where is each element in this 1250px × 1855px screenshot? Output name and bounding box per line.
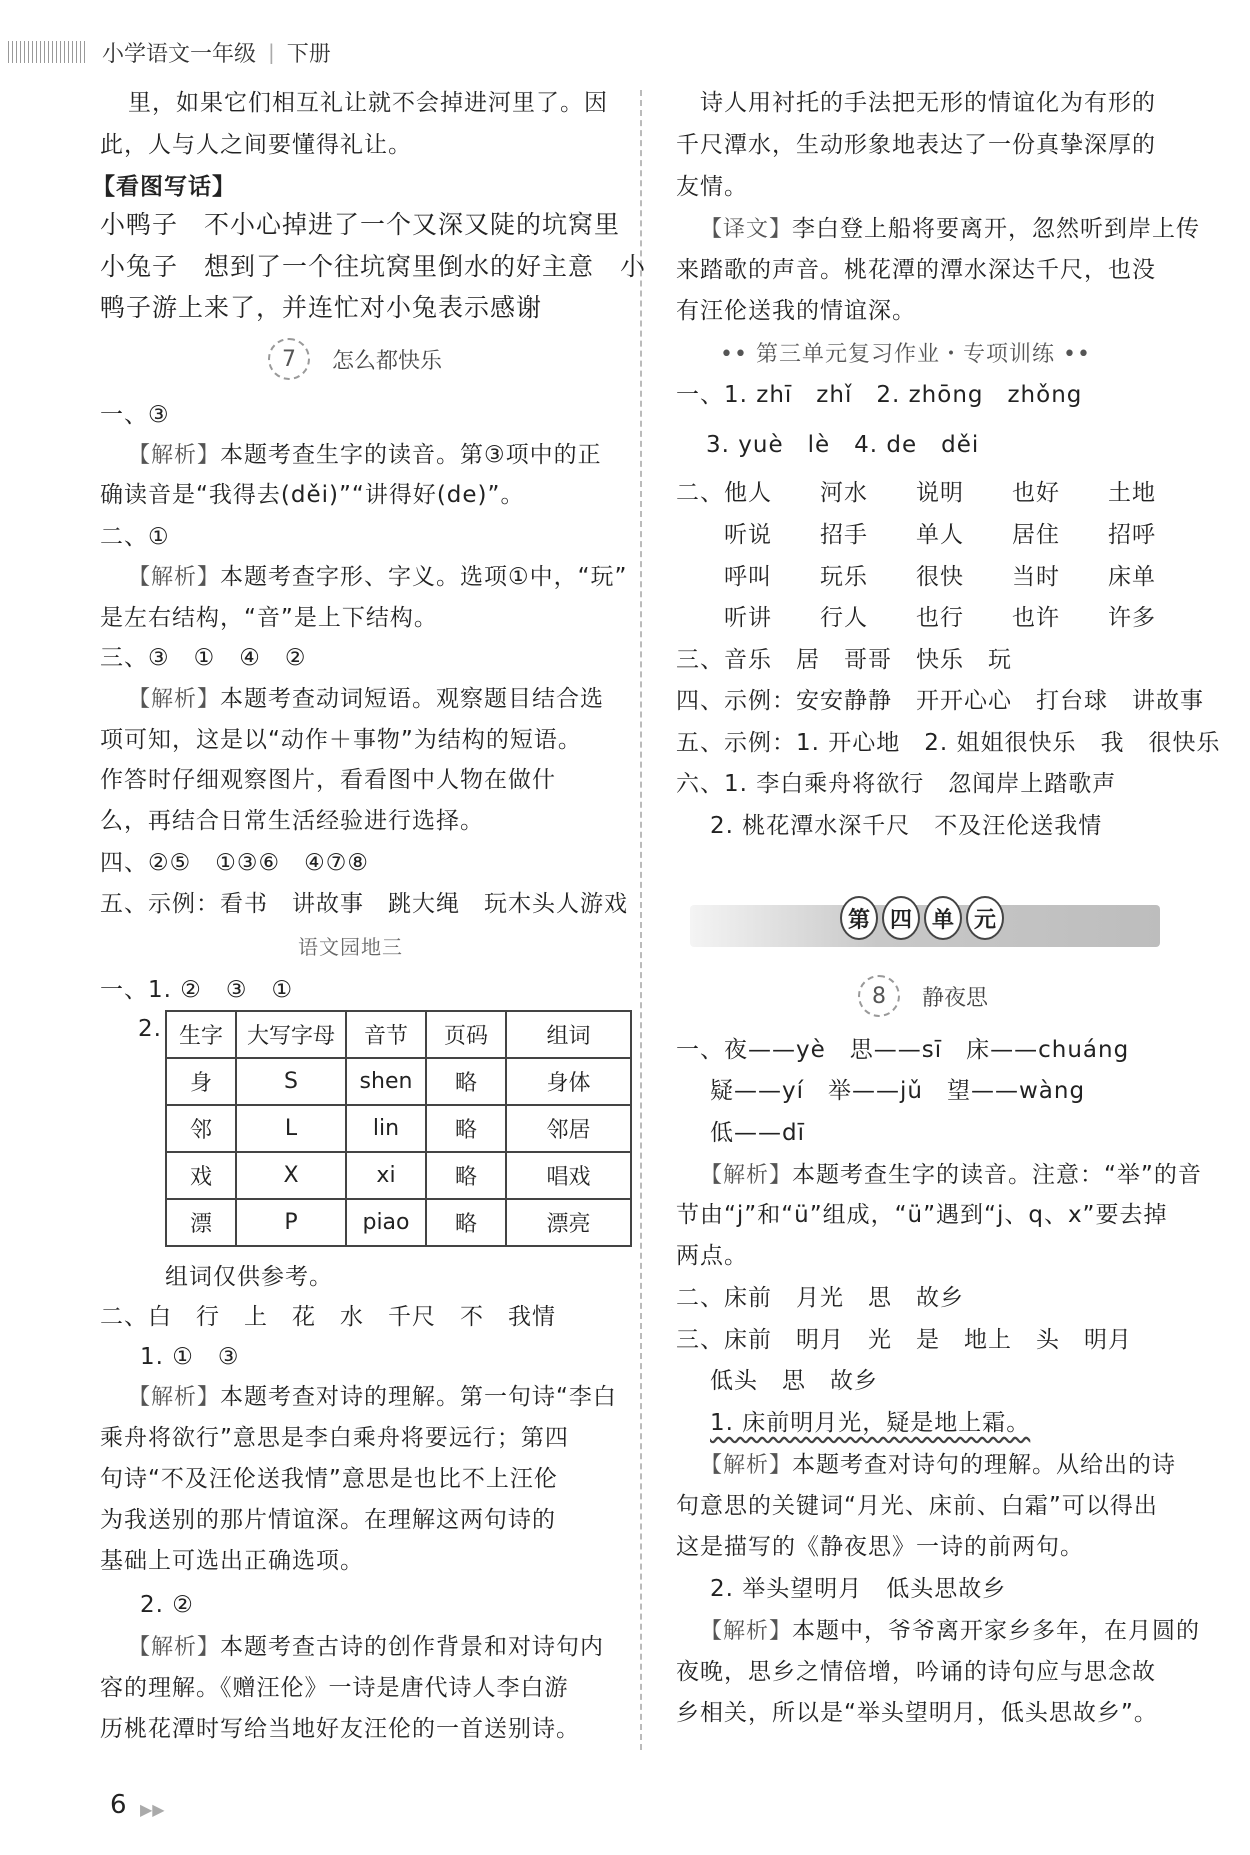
translation-line: 来踏歌的声音。桃花潭的潭水深达千尺，也没 [676,257,1156,283]
book-volume: 下册 [286,41,331,67]
table-cell: 略 [426,1105,506,1152]
table-header-row [166,1011,631,1058]
table-row [166,1058,631,1105]
translation-text: 李白登上船将要离开，忽然听到岸上传 [792,216,1201,242]
text-line: 小鸭子 不小心掉进了一个又深又陡的坑窝里 [100,210,621,239]
analysis-tag: 【解析】 [700,1453,793,1478]
answer-line: 2. ② [140,1592,194,1618]
table-header-cell: 大写字母 [236,1011,346,1058]
analysis-line: 基础上可选出正确选项。 [100,1548,364,1574]
table-header-cell: 组词 [506,1011,631,1058]
table-cell: 略 [426,1058,506,1105]
analysis-tag: 【解析】 [128,443,221,468]
table-cell: 略 [426,1199,506,1246]
analysis-line: 是左右结构，“音”是上下结构。 [100,605,438,631]
analysis-line [128,562,627,593]
analysis-tag: 【解析】 [700,1163,793,1188]
text-line: 鸭子游上来了，并连忙对小兔表示感谢 [100,293,543,322]
lesson-title: 怎么都快乐 [332,348,443,374]
analysis-line: 为我送别的那片情谊深。在理解这两句诗的 [100,1507,556,1533]
analysis-text: 本题考查生字的读音。注意：“举”的音 [792,1162,1202,1188]
table-cell: 略 [426,1152,506,1199]
table-cell: 漂亮 [506,1199,631,1246]
table-cell: P [236,1199,346,1246]
analysis-tag: 【解析】 [128,565,221,590]
text-line: 小兔子 想到了一个往坑窝里倒水的好主意 小 [100,252,647,281]
answer-line: 一、夜——yè 思——sī 床——chuáng [676,1037,1130,1063]
section-heading: 【看图写话】 [92,174,236,200]
analysis-tag: 【解析】 [128,687,221,712]
answer-line: 四、示例：安安静静 开开心心 打台球 讲故事 [676,688,1204,714]
analysis-tag: 【解析】 [128,1635,221,1660]
analysis-line [128,684,604,715]
analysis-text: 本题考查生字的读音。第③项中的正 [220,442,602,468]
table-row [166,1199,631,1246]
character-table [165,1010,632,1247]
barcode-decoration [8,41,88,63]
table-header-cell: 页码 [426,1011,506,1058]
answer-label: 2. [138,1016,162,1042]
section-title: 语文园地三 [298,935,403,959]
text-line: 诗人用衬托的手法把无形的情谊化为有形的 [700,90,1156,116]
answer-line: 二、床前 月光 思 故乡 [676,1285,964,1311]
answer-line: 四、②⑤ ①③⑥ ④⑦⑧ [100,850,369,876]
unit-char: 四 [882,896,920,940]
review-title-text: 第三单元复习作业・专项训练 [755,342,1055,367]
table-cell: 邻 [166,1105,236,1152]
answer-line: 呼叫 玩乐 很快 当时 床单 [676,564,1156,590]
table-cell: shen [346,1058,426,1105]
lesson-number: 7 [268,338,310,380]
table-cell: L [236,1105,346,1152]
analysis-line [128,1632,604,1663]
answer-line: 二、白 行 上 花 水 千尺 不 我情 [100,1304,556,1330]
answer-line: 低——dī [710,1120,805,1146]
answer-line: 2. 举头望明月 低头思故乡 [710,1576,1007,1602]
analysis-line: 夜晚，思乡之情倍增，吟诵的诗句应与思念故 [676,1659,1156,1685]
analysis-line: 乡相关，所以是“举头望明月，低头思故乡”。 [676,1700,1158,1726]
answer-line: 二、他人 河水 说明 也好 土地 [676,480,1156,506]
lesson-number: 8 [858,975,900,1017]
answer-line: 五、示例：1. 开心地 2. 姐姐很快乐 我 很快乐 [676,730,1221,756]
table-cell: 漂 [166,1199,236,1246]
analysis-tag: 【解析】 [128,1385,221,1410]
answer-line: 六、1. 李白乘舟将欲行 忽闻岸上踏歌声 [676,771,1117,797]
translation-line [700,214,1200,245]
analysis-text: 本题考查字形、字义。选项①中，“玩” [220,564,628,590]
answer-line: 三、床前 明月 光 是 地上 头 明月 [676,1327,1132,1353]
answer-line: 五、示例：看书 讲故事 跳大绳 玩木头人游戏 [100,891,628,917]
answer-line: 2. 桃花潭水深千尺 不及汪伦送我情 [710,813,1103,839]
table-cell: X [236,1152,346,1199]
book-title: 小学语文一年级 [102,41,257,67]
table-cell: 邻居 [506,1105,631,1152]
analysis-tag: 【解析】 [700,1619,793,1644]
table-header-cell: 生字 [166,1011,236,1058]
text-line: 友情。 [676,174,748,200]
table-cell: 戏 [166,1152,236,1199]
column-divider [640,90,642,1750]
table-cell: xi [346,1152,426,1199]
analysis-line: 容的理解。《赠汪伦》一诗是唐代诗人李白游 [100,1675,569,1701]
analysis-line: 句诗“不及汪伦送我情”意思是也比不上汪伦 [100,1466,558,1492]
unit-char: 元 [966,896,1004,940]
header-separator: | [268,40,275,64]
analysis-line: 作答时仔细观察图片，看看图中人物在做什 [100,767,556,793]
answer-line: 三、音乐 居 哥哥 快乐 玩 [676,647,1012,673]
text-line: 里，如果它们相互礼让就不会掉进河里了。因 [128,90,608,116]
text-line: 此，人与人之间要懂得礼让。 [100,132,412,158]
table-cell: 唱戏 [506,1152,631,1199]
review-title [720,340,1091,370]
lesson-title: 静夜思 [922,985,989,1011]
unit-title [840,896,1004,940]
page-header [8,38,331,66]
answer-line: 低头 思 故乡 [710,1368,878,1394]
answer-line: 二、① [100,524,170,550]
lesson-7-heading [268,338,442,380]
translation-line: 有汪伦送我的情谊深。 [676,298,916,324]
analysis-line: 两点。 [676,1243,748,1269]
analysis-line [700,1160,1202,1191]
table-cell: 身 [166,1058,236,1105]
analysis-line: 确读音是“我得去(děi)”“讲得好(de)”。 [100,482,525,508]
answer-line: 3. yuè lè 4. de děi [706,432,980,458]
analysis-line: 历桃花潭时写给当地好友汪伦的一首送别诗。 [100,1716,580,1742]
analysis-line: 项可知，这是以“动作＋事物”为结构的短语。 [100,727,582,753]
unit-char: 第 [840,896,878,940]
answer-line: 一、③ [100,402,170,428]
unit-char: 单 [924,896,962,940]
analysis-text: 本题考查对诗的理解。第一句诗“李白 [220,1384,617,1410]
dots-icon: •• [1054,342,1091,367]
analysis-text: 本题考查动词短语。观察题目结合选 [220,686,605,712]
analysis-line [128,440,602,471]
table-cell: S [236,1058,346,1105]
analysis-text: 本题考查古诗的创作背景和对诗句内 [220,1634,605,1660]
answer-line: 三、③ ① ④ ② [100,645,307,671]
answer-line: 疑——yí 举——jǔ 望——wàng [710,1078,1086,1104]
analysis-text: 本题考查对诗句的理解。从给出的诗 [792,1452,1177,1478]
lesson-8-heading [858,975,988,1017]
analysis-line [700,1450,1176,1481]
page-number: 6 [110,1790,127,1820]
analysis-text: 本题中，爷爷离开家乡多年，在月圆的 [792,1618,1201,1644]
dots-icon: •• [720,342,756,367]
analysis-line: 节由“j”和“ü”组成，“ü”遇到“j、q、x”要去掉 [676,1202,1168,1228]
analysis-line: 这是描写的《静夜思》一诗的前两句。 [676,1534,1084,1560]
table-header-cell: 音节 [346,1011,426,1058]
table-note: 组词仅供参考。 [165,1264,333,1290]
text-line: 千尺潭水，生动形象地表达了一份真挚深厚的 [676,132,1156,158]
table-row [166,1105,631,1152]
answer-line: 一、1. zhī zhǐ 2. zhōng zhǒng [676,382,1083,408]
answer-line: 1. ① ③ [140,1344,240,1370]
table-cell: piao [346,1199,426,1246]
table-cell: lin [346,1105,426,1152]
analysis-line: 么，再结合日常生活经验进行选择。 [100,808,484,834]
next-arrows-icon: ▶▶ [140,1800,165,1819]
answer-line: 1. 床前明月光，疑是地上霜。 [710,1410,1031,1436]
analysis-line [700,1616,1200,1647]
table-row [166,1152,631,1199]
analysis-line [128,1382,617,1413]
answer-line: 听讲 行人 也行 也许 许多 [676,605,1156,631]
table-cell: 身体 [506,1058,631,1105]
analysis-line: 乘舟将欲行”意思是李白乘舟将要远行；第四 [100,1425,569,1451]
answer-line: 一、1. ② ③ ① [100,977,294,1003]
analysis-line: 句意思的关键词“月光、床前、白霜”可以得出 [676,1493,1158,1519]
answer-line: 听说 招手 单人 居住 招呼 [676,522,1156,548]
translation-tag: 【译文】 [700,217,793,242]
